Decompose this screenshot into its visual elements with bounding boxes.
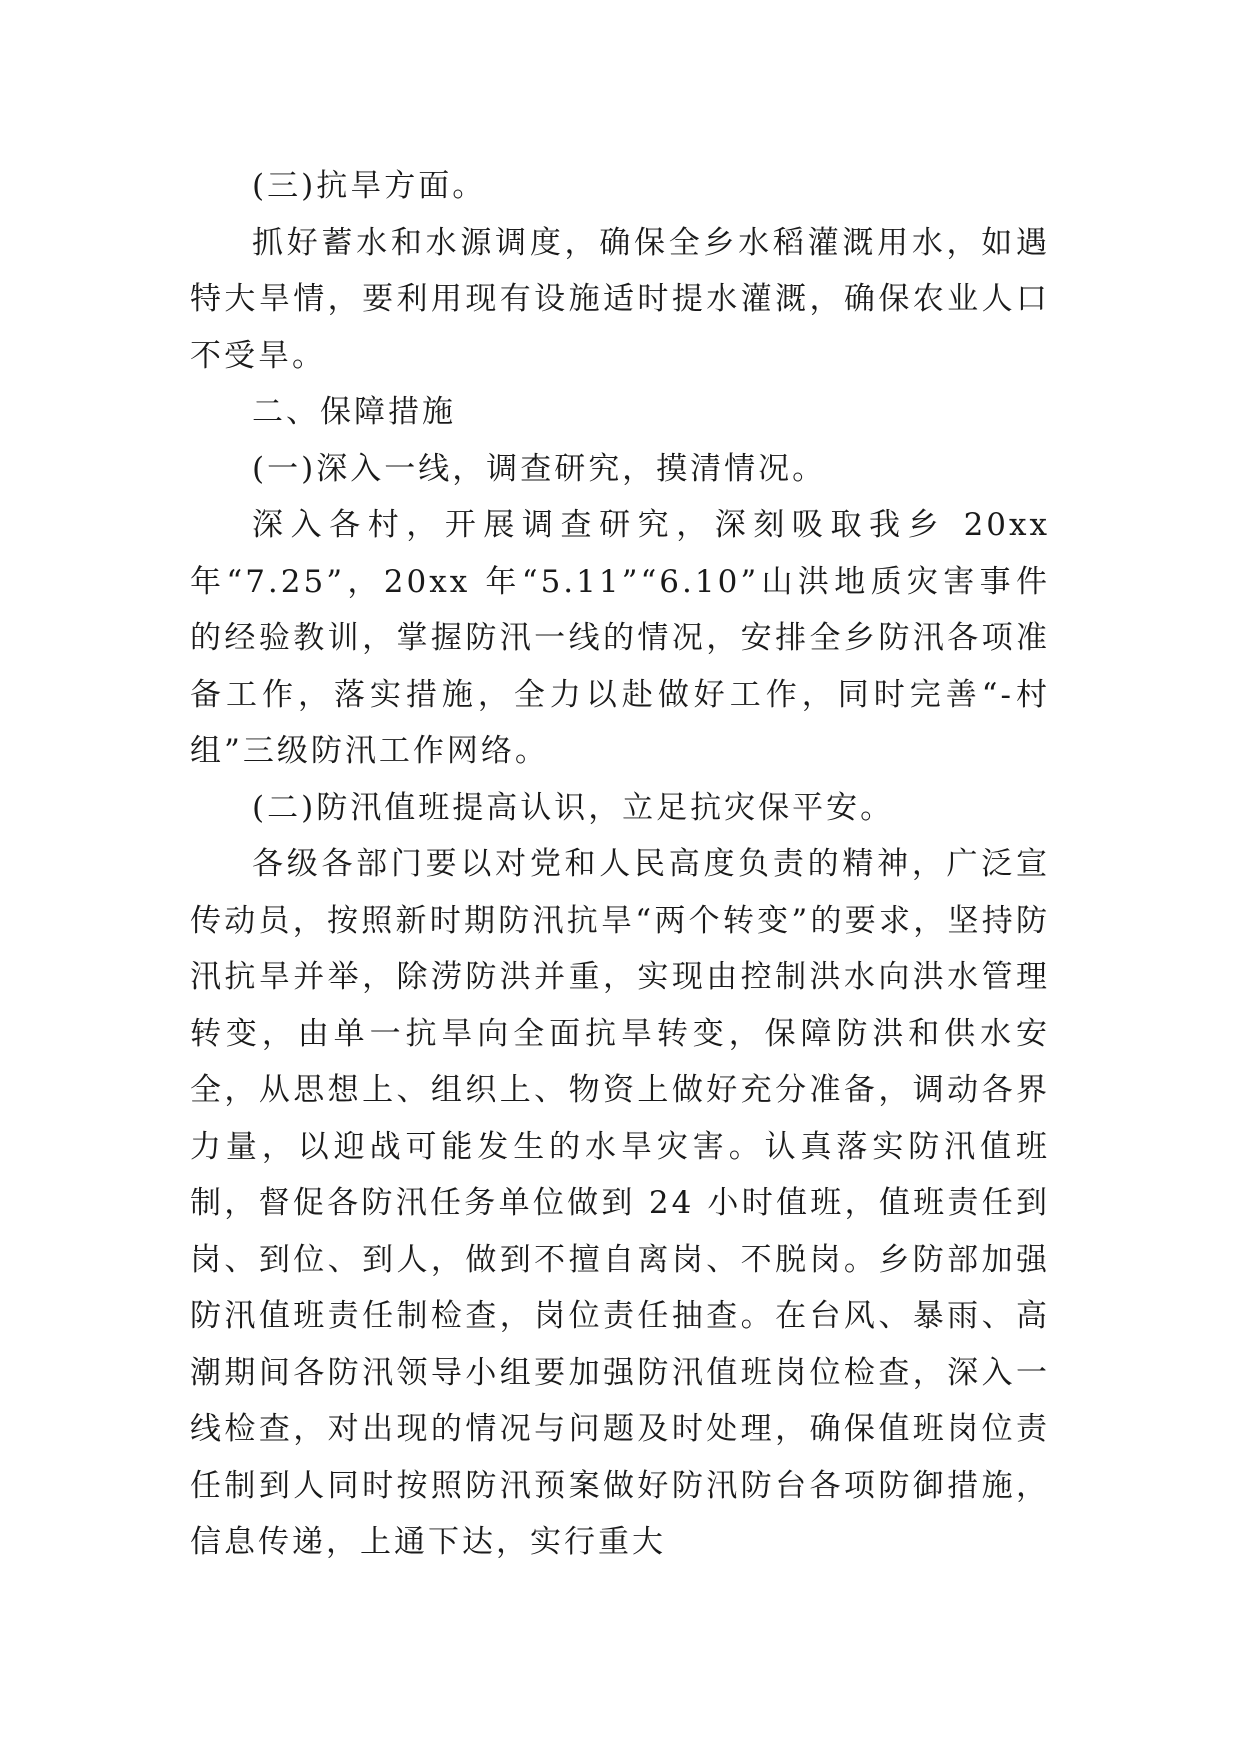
section-heading-drought: (三)抗旱方面。 — [252, 168, 487, 204]
document-body — [190, 158, 1063, 1571]
paragraph-frontline: 深入各村，开展调查研究，深刻吸取我乡 20xx 年“7.25”，20xx 年“5.11”“6.10”山洪地质灾害事件的经验教训，掌握防汛一线的情况，安排全乡防汛各项准备工作，落实措施，全力以赴做好工作，同时完善“-村组”三级防汛工作网络。 — [190, 507, 1063, 769]
paragraph-drought: 抓好蓄水和水源调度，确保全乡水稻灌溉用水，如遇特大旱情，要利用现有设施适时提水灌溉，确保农业人口不受旱。 — [190, 224, 1050, 374]
subsection-heading-duty: (二)防汛值班提高认识，立足抗灾保平安。 — [252, 789, 895, 826]
section-heading-measures: 二、保障措施 — [252, 394, 456, 430]
subsection-heading-frontline: (一)深入一线，调查研究，摸清情况。 — [252, 450, 827, 487]
paragraph-duty: 各级各部门要以对党和人民高度负责的精神，广泛宣传动员，按照新时期防汛抗旱“两个转变”的要求，坚持防汛抗旱并举，除涝防洪并重，实现由控制洪水向洪水管理转变，由单一抗旱向全面抗旱转变，保障防洪和供水安全，从思想上、组织上、物资上做好充分准备，调动各界力量，以迎战可能发生的水旱灾害。认真落实防汛值班制，督促各防汛任务单位做到 24 小时值班，值班责任到岗、到位、到人，做到不擅自离岗、不脱岗。乡防部加强防汛值班责任制检查，岗位责任抽查。在台风、暴雨、高潮期间各防汛领导小组要加强防汛值班岗位检查，深入一线检查，对出现的情况与问题及时处理，确保值班岗位责任制到人同时按照防汛预案做好防汛防台各项防御措施，信息传递，上通下达，实行重大 — [190, 846, 1050, 1560]
